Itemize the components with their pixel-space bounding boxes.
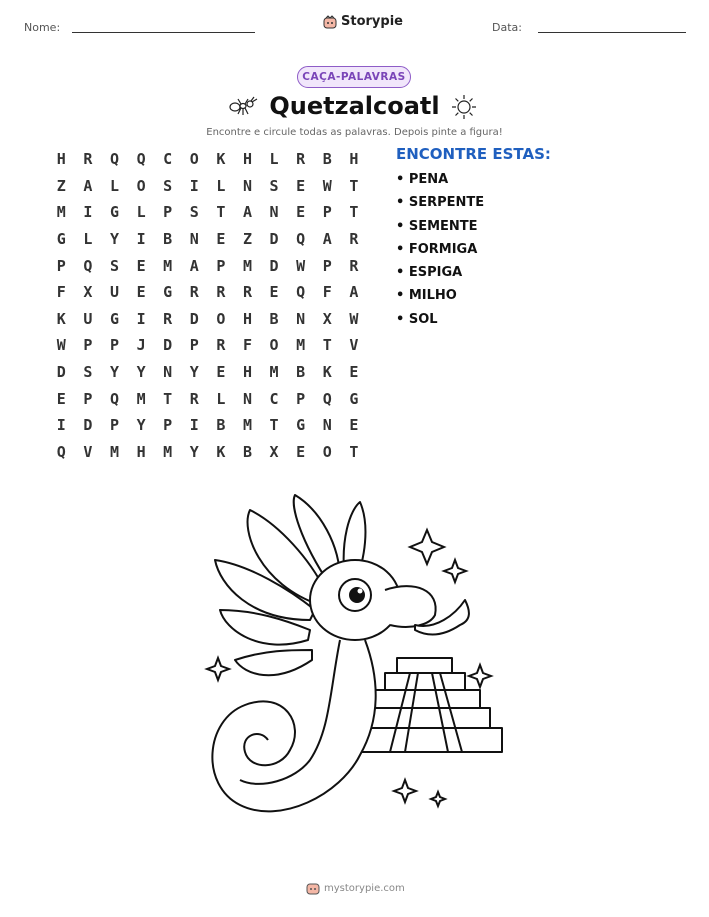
grid-cell[interactable]: T bbox=[349, 442, 359, 461]
grid-cell[interactable]: P bbox=[322, 203, 332, 222]
storypie-logo-icon bbox=[323, 15, 337, 29]
grid-cell[interactable]: P bbox=[83, 389, 93, 408]
grid-cell[interactable]: O bbox=[322, 442, 332, 461]
grid-cell[interactable]: E bbox=[136, 256, 146, 275]
grid-cell[interactable]: X bbox=[83, 283, 93, 302]
footer-url[interactable]: mystorypie.com bbox=[324, 882, 405, 894]
brand-name: Storypie bbox=[341, 14, 403, 29]
grid-cell[interactable]: L bbox=[109, 176, 119, 195]
grid-cell[interactable]: L bbox=[269, 150, 279, 169]
grid-cell[interactable]: A bbox=[242, 203, 252, 222]
word-search-grid[interactable] bbox=[48, 146, 367, 465]
grid-cell[interactable]: E bbox=[296, 442, 306, 461]
grid-cell[interactable]: G bbox=[163, 283, 173, 302]
grid-cell[interactable]: W bbox=[322, 176, 332, 195]
word-item: • SOL bbox=[396, 311, 438, 327]
grid-cell[interactable]: L bbox=[216, 176, 226, 195]
grid-cell[interactable]: Y bbox=[136, 363, 146, 382]
grid-cell[interactable]: D bbox=[189, 309, 199, 328]
grid-cell[interactable]: B bbox=[269, 309, 279, 328]
grid-cell[interactable]: R bbox=[242, 283, 252, 302]
grid-cell[interactable]: R bbox=[216, 283, 226, 302]
instructions: Encontre e circule todas as palavras. Depois pinte a figura! bbox=[206, 127, 503, 138]
grid-cell[interactable]: R bbox=[349, 230, 359, 249]
grid-cell[interactable]: E bbox=[349, 363, 359, 382]
grid-cell[interactable]: N bbox=[322, 416, 332, 435]
grid-cell[interactable]: H bbox=[136, 442, 146, 461]
grid-cell[interactable]: P bbox=[109, 336, 119, 355]
grid-cell[interactable]: Q bbox=[56, 442, 66, 461]
grid-cell[interactable]: E bbox=[136, 283, 146, 302]
grid-cell[interactable]: R bbox=[189, 389, 199, 408]
grid-cell[interactable]: N bbox=[296, 309, 306, 328]
grid-cell[interactable]: T bbox=[349, 176, 359, 195]
grid-cell[interactable]: H bbox=[242, 363, 252, 382]
grid-cell[interactable]: D bbox=[269, 230, 279, 249]
word-item: • SERPENTE bbox=[396, 195, 485, 211]
word-item: • PENA bbox=[396, 172, 449, 187]
grid-cell[interactable]: Y bbox=[136, 416, 146, 435]
grid-cell[interactable]: M bbox=[163, 256, 173, 275]
grid-cell[interactable]: G bbox=[296, 416, 306, 435]
grid-cell[interactable]: S bbox=[269, 176, 279, 195]
grid-cell[interactable]: T bbox=[349, 203, 359, 222]
grid-cell[interactable]: U bbox=[83, 309, 93, 328]
grid-cell[interactable]: M bbox=[56, 203, 66, 222]
grid-cell[interactable]: S bbox=[189, 203, 199, 222]
grid-cell[interactable]: E bbox=[216, 230, 226, 249]
name-label: Nome: bbox=[24, 21, 61, 34]
grid-cell[interactable]: P bbox=[322, 256, 332, 275]
grid-cell[interactable]: O bbox=[216, 309, 226, 328]
grid-cell[interactable]: O bbox=[269, 336, 279, 355]
date-label: Data: bbox=[492, 21, 522, 34]
grid-cell[interactable]: C bbox=[163, 150, 173, 169]
grid-cell[interactable]: V bbox=[83, 442, 93, 461]
grid-cell[interactable]: E bbox=[296, 176, 306, 195]
grid-cell[interactable]: O bbox=[189, 150, 199, 169]
grid-cell[interactable]: L bbox=[136, 203, 146, 222]
grid-cell[interactable]: E bbox=[216, 363, 226, 382]
grid-cell[interactable]: G bbox=[349, 389, 359, 408]
word-item: • FORMIGA bbox=[396, 241, 478, 257]
grid-cell[interactable]: B bbox=[216, 416, 226, 435]
grid-cell[interactable]: Q bbox=[109, 150, 119, 169]
grid-cell[interactable]: U bbox=[109, 283, 119, 302]
grid-cell[interactable]: E bbox=[56, 389, 66, 408]
grid-cell[interactable]: Q bbox=[296, 283, 306, 302]
grid-cell[interactable]: I bbox=[136, 230, 146, 249]
grid-cell[interactable]: N bbox=[242, 389, 252, 408]
grid-cell[interactable]: A bbox=[189, 256, 199, 275]
category-badge: CAÇA-PALAVRAS bbox=[297, 66, 411, 88]
grid-cell[interactable]: Q bbox=[322, 389, 332, 408]
grid-cell[interactable]: H bbox=[242, 309, 252, 328]
grid-cell[interactable]: Y bbox=[109, 363, 119, 382]
grid-cell[interactable]: N bbox=[163, 363, 173, 382]
grid-cell[interactable]: P bbox=[83, 336, 93, 355]
grid-cell[interactable]: F bbox=[322, 283, 332, 302]
grid-cell[interactable]: G bbox=[56, 230, 66, 249]
grid-cell[interactable]: H bbox=[349, 150, 359, 169]
grid-cell[interactable]: R bbox=[216, 336, 226, 355]
grid-cell[interactable]: I bbox=[136, 309, 146, 328]
grid-cell[interactable]: X bbox=[322, 309, 332, 328]
page-title: Quetzalcoatl bbox=[269, 92, 440, 120]
grid-cell[interactable]: M bbox=[163, 442, 173, 461]
grid-cell[interactable]: I bbox=[56, 416, 66, 435]
grid-cell[interactable]: Y bbox=[109, 230, 119, 249]
grid-cell[interactable]: T bbox=[216, 203, 226, 222]
grid-cell[interactable]: A bbox=[322, 230, 332, 249]
grid-cell[interactable]: X bbox=[269, 442, 279, 461]
grid-cell[interactable]: C bbox=[269, 389, 279, 408]
grid-cell[interactable]: B bbox=[296, 363, 306, 382]
grid-cell[interactable]: B bbox=[322, 150, 332, 169]
grid-cell[interactable]: Q bbox=[83, 256, 93, 275]
grid-cell[interactable]: B bbox=[163, 230, 173, 249]
grid-cell[interactable]: M bbox=[109, 442, 119, 461]
grid-cell[interactable]: P bbox=[296, 389, 306, 408]
grid-cell[interactable]: A bbox=[83, 176, 93, 195]
grid-cell[interactable]: E bbox=[269, 283, 279, 302]
grid-cell[interactable]: V bbox=[349, 336, 359, 355]
grid-cell[interactable]: N bbox=[269, 203, 279, 222]
grid-cell[interactable]: P bbox=[56, 256, 66, 275]
grid-cell[interactable]: Z bbox=[242, 230, 252, 249]
word-list bbox=[396, 171, 484, 334]
grid-cell[interactable]: T bbox=[163, 389, 173, 408]
grid-cell[interactable]: S bbox=[83, 363, 93, 382]
grid-cell[interactable]: P bbox=[163, 203, 173, 222]
grid-cell[interactable]: M bbox=[296, 336, 306, 355]
date-line[interactable] bbox=[538, 32, 686, 33]
grid-cell[interactable]: N bbox=[242, 176, 252, 195]
grid-cell[interactable]: T bbox=[322, 336, 332, 355]
grid-cell[interactable]: R bbox=[189, 283, 199, 302]
grid-cell[interactable]: Q bbox=[136, 150, 146, 169]
grid-cell[interactable]: K bbox=[216, 150, 226, 169]
grid-cell[interactable]: E bbox=[349, 416, 359, 435]
grid-cell[interactable]: J bbox=[136, 336, 146, 355]
grid-cell[interactable]: K bbox=[322, 363, 332, 382]
grid-cell[interactable]: K bbox=[216, 442, 226, 461]
grid-cell[interactable]: D bbox=[163, 336, 173, 355]
grid-cell[interactable]: H bbox=[56, 150, 66, 169]
grid-cell[interactable]: P bbox=[163, 416, 173, 435]
grid-cell[interactable]: I bbox=[189, 416, 199, 435]
sun-icon bbox=[451, 94, 477, 120]
grid-cell[interactable]: K bbox=[56, 309, 66, 328]
quetzalcoatl-coloring-illustration[interactable] bbox=[190, 490, 520, 830]
grid-cell[interactable]: M bbox=[242, 416, 252, 435]
grid-cell[interactable]: I bbox=[189, 176, 199, 195]
grid-cell[interactable]: T bbox=[269, 416, 279, 435]
grid-cell[interactable]: R bbox=[349, 256, 359, 275]
grid-cell[interactable]: D bbox=[56, 363, 66, 382]
grid-cell[interactable]: P bbox=[216, 256, 226, 275]
name-line[interactable] bbox=[72, 32, 255, 33]
grid-cell[interactable]: Q bbox=[296, 230, 306, 249]
word-list-title: ENCONTRE ESTAS: bbox=[396, 145, 551, 163]
grid-cell[interactable]: W bbox=[56, 336, 66, 355]
brand bbox=[323, 14, 403, 29]
grid-cell[interactable]: F bbox=[242, 336, 252, 355]
grid-cell[interactable]: G bbox=[109, 203, 119, 222]
grid-cell[interactable]: L bbox=[216, 389, 226, 408]
grid-cell[interactable]: S bbox=[163, 176, 173, 195]
grid-cell[interactable]: M bbox=[242, 256, 252, 275]
grid-cell[interactable]: I bbox=[83, 203, 93, 222]
grid-cell[interactable]: A bbox=[349, 283, 359, 302]
grid-cell[interactable]: W bbox=[349, 309, 359, 328]
storypie-logo-icon bbox=[306, 881, 320, 895]
word-item: • MILHO bbox=[396, 288, 457, 304]
grid-cell[interactable]: W bbox=[296, 256, 306, 275]
grid-cell[interactable]: N bbox=[189, 230, 199, 249]
grid-cell[interactable]: Q bbox=[109, 389, 119, 408]
grid-cell[interactable]: S bbox=[109, 256, 119, 275]
grid-cell[interactable]: R bbox=[296, 150, 306, 169]
grid-cell[interactable]: L bbox=[83, 230, 93, 249]
grid-cell[interactable]: H bbox=[242, 150, 252, 169]
grid-cell[interactable]: Y bbox=[189, 442, 199, 461]
word-item: • ESPIGA bbox=[396, 265, 463, 281]
grid-cell[interactable]: R bbox=[163, 309, 173, 328]
grid-cell[interactable]: O bbox=[136, 176, 146, 195]
grid-cell[interactable]: E bbox=[296, 203, 306, 222]
grid-cell[interactable]: F bbox=[56, 283, 66, 302]
grid-cell[interactable]: D bbox=[269, 256, 279, 275]
footer bbox=[306, 881, 405, 895]
grid-cell[interactable]: B bbox=[242, 442, 252, 461]
grid-cell[interactable]: M bbox=[269, 363, 279, 382]
grid-cell[interactable]: R bbox=[83, 150, 93, 169]
grid-cell[interactable]: P bbox=[109, 416, 119, 435]
word-item: • SEMENTE bbox=[396, 218, 478, 234]
grid-cell[interactable]: M bbox=[136, 389, 146, 408]
grid-cell[interactable]: G bbox=[109, 309, 119, 328]
grid-cell[interactable]: Z bbox=[56, 176, 66, 195]
grid-cell[interactable]: P bbox=[189, 336, 199, 355]
grid-cell[interactable]: Y bbox=[189, 363, 199, 382]
grid-cell[interactable]: D bbox=[83, 416, 93, 435]
